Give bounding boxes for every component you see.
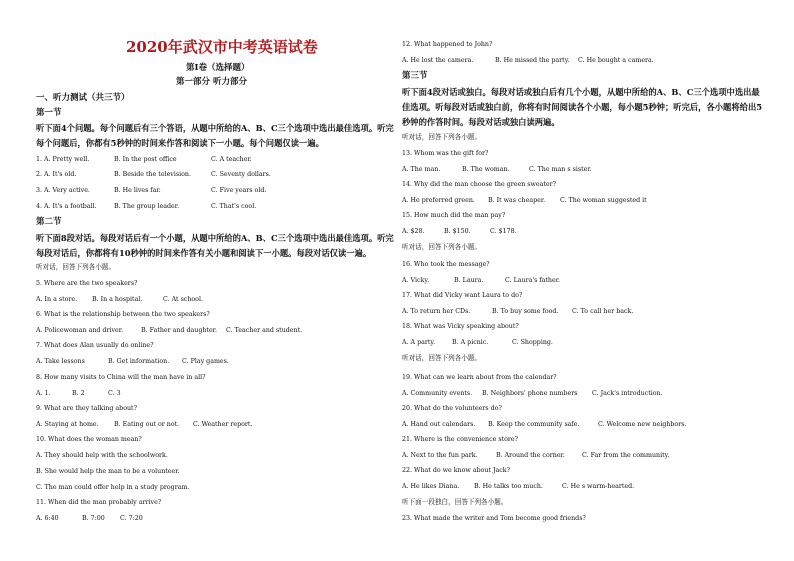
option-c: C. Shopping.: [512, 339, 553, 346]
section1-instruction-line1: 听下面4个问题。每个问题后有三个答语，从题中所给的A、B、C三个选项中选出最佳选项。听完: [36, 123, 394, 133]
option-c: C. The man s sister.: [529, 166, 592, 173]
option-a: A. 6:40: [36, 515, 59, 522]
section1-instruction-line2: 每个问题后，你都有5秒钟的时间来作答和阅读下一小题。每个问题仅读一遍。: [36, 138, 324, 148]
option-c: C. Weather report.: [193, 421, 253, 428]
question-23-stem: 23. What made the writer and Tom become good friends?: [402, 515, 586, 522]
question-10-option-b: B. She would help the man to be a volunteer.: [36, 468, 180, 475]
section2-instruction-line2: 每段对话后，你都将有10秒钟的时间来作答有关小题和阅读下一小题。每段对话仅读一遍。: [36, 248, 372, 258]
question-17-stem: 17. What did Vicky want Laura to do?: [402, 292, 523, 299]
option-c: C. Seventy dollars.: [211, 171, 271, 178]
option-c: C. Five years old.: [211, 187, 267, 194]
option-b: B. Laura.: [454, 277, 484, 284]
question-19-stem: 19. What can we learn about from the calendar?: [402, 374, 557, 381]
option-b: B. In a hospital.: [92, 296, 143, 303]
question-18-stem: 18. What was Vicky speaking about?: [402, 323, 519, 330]
option-c: C. $178.: [490, 228, 517, 235]
part-heading: 第一部分 听力部分: [176, 77, 247, 87]
question-12-stem: 12. What happened to John?: [402, 41, 493, 48]
option-b: B. Around the corner.: [496, 452, 565, 459]
option-a: A. Staying at home.: [36, 421, 99, 428]
question-21-stem: 21. Where is the convenience store?: [402, 436, 518, 443]
option-c: C. 3: [108, 390, 121, 397]
option-b: B. Keep the community safe.: [488, 421, 580, 428]
section3-instruction-line1: 听下面4段对话或独白。每段对话或独白后有几个小题，从题中所给的A、B、C三个选项中选出最: [402, 87, 760, 97]
option-a: A. Hand out calendars.: [402, 421, 476, 428]
option-b: B. Eating out or not.: [114, 421, 180, 428]
option-b: B. He missed the party.: [495, 57, 570, 64]
section2-note: 听对话，回答下列各小题。: [36, 263, 116, 271]
option-c: C. A teacher.: [211, 156, 252, 163]
option-c: C. To call her back.: [572, 308, 634, 315]
option-a: A. 1.: [36, 390, 51, 397]
option-b: B. He lives far.: [114, 187, 161, 194]
option-a: A. In a store.: [36, 296, 78, 303]
option-a: A. He likes Diana.: [402, 483, 460, 490]
option-b: B. In the post office: [114, 156, 177, 163]
option-b: B. 7:00: [82, 515, 105, 522]
section2-heading: 第二节: [36, 217, 62, 227]
option-b: B. $150.: [444, 228, 471, 235]
question-6-stem: 6. What is the relationship between the two speakers?: [36, 311, 210, 318]
section3-note: 听对话，回答下列各小题。: [402, 133, 482, 141]
question-14-stem: 14. Why did the man choose the green sweater?: [402, 181, 557, 188]
dialogue-note-2: 听对话，回答下列各小题。: [402, 243, 482, 251]
option-a: A. The man.: [402, 166, 441, 173]
option-b: B. To buy some food.: [492, 308, 559, 315]
option-c: C. Far from the community.: [582, 452, 670, 459]
option-c: C. Teacher and student.: [226, 327, 303, 334]
monologue-note: 听下面一段独白，回答下列各小题。: [402, 498, 508, 506]
option-c: C. Laura's father.: [505, 277, 561, 284]
question-5-stem: 5. Where are the two speakers?: [36, 280, 138, 287]
question-22-stem: 22. What do we know about Jack?: [402, 467, 510, 474]
dialogue-note-3: 听对话，回答下列各小题。: [402, 354, 482, 362]
question-13-stem: 13. Whom was the gift for?: [402, 150, 489, 157]
option-c: C. That's cool.: [211, 203, 257, 210]
option-b: B. Beside the television.: [114, 171, 191, 178]
option-c: C. Jack's introduction.: [592, 390, 663, 397]
option-b: B. Neighbors' phone numbers: [482, 390, 578, 397]
question-16-stem: 16. Who took the message?: [402, 261, 490, 268]
option-a: A. Take lessons: [36, 358, 85, 365]
option-a: 3. A. Very active.: [36, 187, 90, 194]
option-b: B. Father and daughter.: [141, 327, 217, 334]
option-a: A. $28.: [402, 228, 425, 235]
option-a: A. A party.: [402, 339, 436, 346]
question-9-stem: 9. What are they talking about?: [36, 405, 137, 412]
volume-heading: 第Ⅰ卷（选择题）: [186, 63, 250, 73]
question-10-option-a: A. They should help with the schoolwork.: [36, 452, 168, 459]
option-c: C. Play games.: [182, 358, 229, 365]
option-a: 2. A. It's old.: [36, 171, 77, 178]
option-b: B. Get information.: [108, 358, 170, 365]
question-8-stem: 8. How many visits to China will the man have in all?: [36, 374, 206, 381]
section2-instruction-line1: 听下面8段对话。每段对话后有一个小题，从题中所给的A、B、C三个选项中选出最佳选项。听完: [36, 233, 394, 243]
option-a: A. He preferred green.: [402, 197, 475, 204]
option-b: B. A picnic.: [452, 339, 489, 346]
option-c: C. At school.: [163, 296, 203, 303]
option-c: C. Welcome new neighbors.: [598, 421, 687, 428]
question-15-stem: 15. How much did the man pay?: [402, 212, 506, 219]
option-b: B. It was cheaper.: [488, 197, 546, 204]
option-b: B. The group leader.: [114, 203, 180, 210]
question-10-stem: 10. What does the woman mean?: [36, 436, 142, 443]
section-main-heading: 一、听力测试（共三节）: [36, 93, 130, 103]
option-a: A. Vicky.: [402, 277, 430, 284]
section3-heading: 第三节: [402, 71, 428, 81]
option-b: B. He talks too much.: [474, 483, 543, 490]
option-a: A. To return her CDs.: [402, 308, 471, 315]
exam-title: 2020年武汉市中考英语试卷: [126, 38, 318, 56]
option-c: C. The woman suggested it: [560, 197, 647, 204]
question-10-option-c: C. The man could offer help in a study program.: [36, 484, 190, 491]
option-a: 4. A. It's a football.: [36, 203, 97, 210]
option-a: A. Policewoman and driver.: [36, 327, 124, 334]
option-b: B. 2: [72, 390, 85, 397]
option-c: C. He s warm-hearted.: [562, 483, 635, 490]
option-c: C. 7:20: [120, 515, 143, 522]
option-b: B. The woman.: [462, 166, 510, 173]
option-a: 1. A. Pretty well.: [36, 156, 90, 163]
section1-heading: 第一节: [36, 108, 62, 118]
question-11-stem: 11. When did the man probably arrive?: [36, 499, 162, 506]
option-a: A. Next to the fun park.: [402, 452, 478, 459]
option-a: A. Community events.: [402, 390, 473, 397]
option-a: A. He lost the camera.: [402, 57, 474, 64]
question-20-stem: 20. What do the volunteers do?: [402, 405, 502, 412]
section3-instruction-line3: 秒钟的作答时间。每段对话或独白读两遍。: [402, 117, 560, 127]
option-c: C. He bought a camera.: [578, 57, 654, 64]
section3-instruction-line2: 佳选项。听每段对话或独白前，你将有时间阅读各个小题，每小题5秒钟；听完后，各小题将给出5: [402, 102, 763, 112]
question-7-stem: 7. What does Alan usually do online?: [36, 342, 154, 349]
